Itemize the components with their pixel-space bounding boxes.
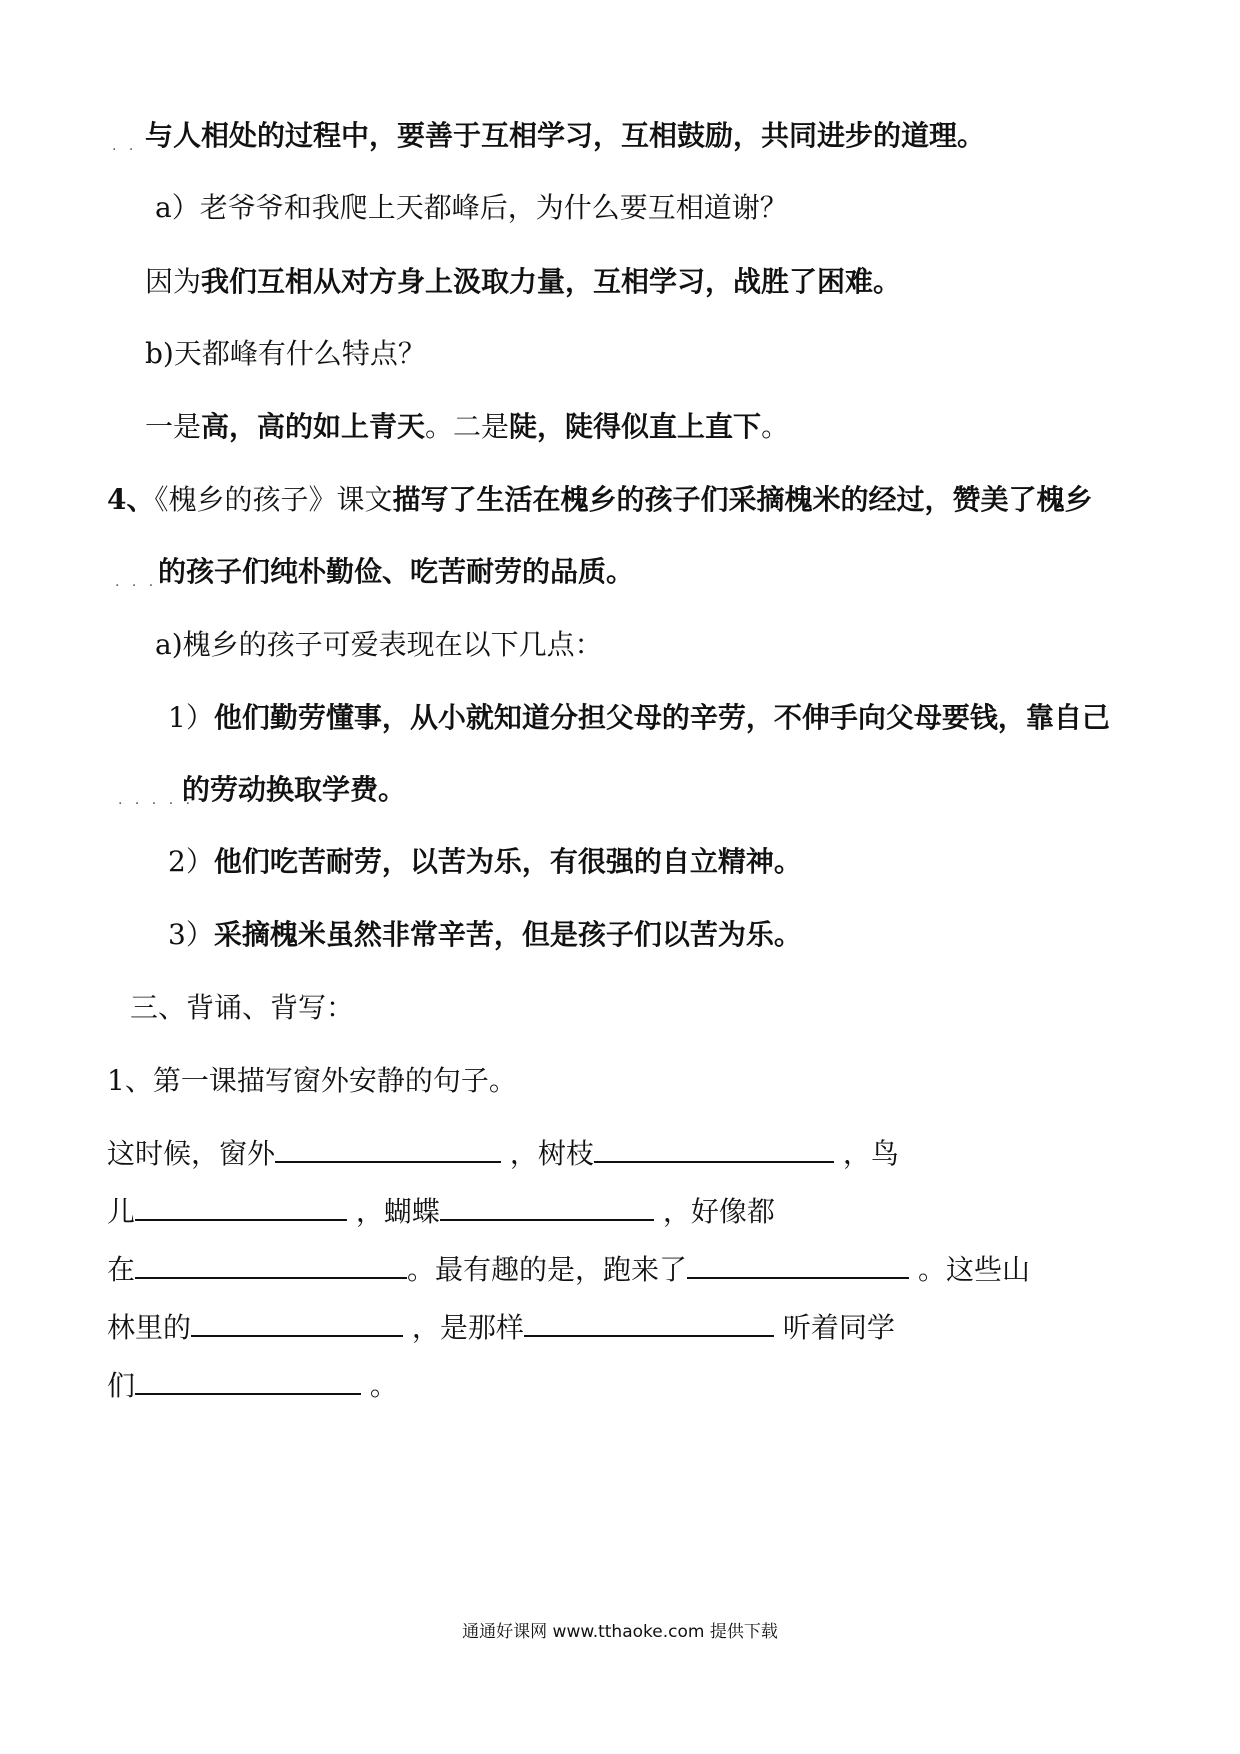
fill-text: ，树枝 — [509, 1137, 594, 1170]
fill-text: 这时候，窗外 — [107, 1137, 276, 1170]
continuation-dots: . . . — [115, 574, 158, 590]
fill-text: 们 — [107, 1369, 136, 1402]
page-footer: 通通好课网 www.tthaoke.com 提供下载 — [462, 1622, 778, 1642]
blank-field[interactable] — [275, 1135, 501, 1163]
fill-line-4 — [107, 1309, 895, 1346]
point-3 — [168, 917, 802, 953]
fill-text: 。 — [369, 1369, 398, 1402]
point-3-number: 3） — [168, 918, 214, 951]
question-3b: b)天都峰有什么特点？ — [145, 337, 426, 370]
blank-field[interactable] — [594, 1135, 834, 1163]
fill-text: 林里的 — [107, 1311, 192, 1344]
point-1-text: 他们勤劳懂事，从小就知道分担父母的辛劳，不伸手向父母要钱，靠自己 — [213, 701, 1110, 734]
fill-line-3 — [107, 1251, 1030, 1288]
point-3-text: 采摘槐米虽然非常辛苦，但是孩子们以苦为乐。 — [213, 918, 802, 951]
answer-3a — [145, 264, 901, 300]
answer-3b-p2: 高，高的如上青天 — [201, 410, 426, 443]
answer-3b-p5: 。 — [761, 410, 790, 443]
item4-summary: 描写了生活在槐乡的孩子们采摘槐米的经过，赞美了槐乡 — [392, 483, 1093, 516]
fill-text: ，好像都 — [662, 1195, 775, 1228]
item4-sub-a: a)槐乡的孩子可爱表现在以下几点： — [155, 628, 603, 661]
item4-line2: 的孩子们纯朴勤俭、吃苦耐劳的品质。 — [158, 555, 635, 588]
point-2-text: 他们吃苦耐劳，以苦为乐，有很强的自立精神。 — [213, 845, 802, 878]
point-1-number: 1） — [168, 701, 214, 734]
answer-3b-p3: 。二是 — [425, 410, 510, 443]
fill-text: ，鸟 — [842, 1137, 899, 1170]
point-1-line1 — [168, 700, 1110, 736]
point-2 — [168, 844, 802, 880]
blank-field[interactable] — [135, 1367, 361, 1395]
fill-text: 在 — [107, 1253, 136, 1286]
fill-text: 。这些山 — [917, 1253, 1030, 1286]
fill-line-1 — [107, 1135, 899, 1172]
answer-3b-p1: 一是 — [145, 410, 202, 443]
answer-3b — [145, 409, 789, 445]
blank-field[interactable] — [687, 1251, 909, 1279]
blank-field[interactable] — [191, 1309, 403, 1337]
question-3a: a）老爷爷和我爬上天都峰后，为什么要互相道谢？ — [155, 191, 788, 224]
blank-field[interactable] — [135, 1251, 407, 1279]
continuation-dots: . . — [112, 138, 138, 154]
fill-text: ，蝴蝶 — [355, 1195, 440, 1228]
fill-text: 。最有趣的是，跑来了 — [407, 1253, 688, 1286]
answer-3a-text: 我们互相从对方身上汲取力量，互相学习，战胜了困难。 — [201, 265, 902, 298]
blank-field[interactable] — [135, 1193, 347, 1221]
section-3-item-1: 1、第一课描写窗外安静的句子。 — [107, 1064, 517, 1097]
point-1-line2: 的劳动换取学费。 — [182, 773, 407, 806]
blank-field[interactable] — [524, 1309, 774, 1337]
answer-3a-prefix: 因为 — [145, 265, 202, 298]
point-2-number: 2） — [168, 845, 214, 878]
continuation-dots: . . . . . — [118, 792, 195, 808]
fill-text: 儿 — [107, 1195, 136, 1228]
item4-number: 4、 — [107, 483, 155, 516]
item4-line1 — [107, 482, 1093, 518]
item3-conclusion: 与人相处的过程中，要善于互相学习，互相鼓励，共同进步的道理。 — [145, 119, 986, 152]
fill-line-2 — [107, 1193, 775, 1230]
item4-title: 《槐乡的孩子》课文 — [154, 483, 393, 516]
section-3-heading: 三、背诵、背写： — [130, 991, 355, 1024]
fill-text: ，是那样 — [411, 1311, 524, 1344]
blank-field[interactable] — [440, 1193, 654, 1221]
answer-3b-p4: 陡，陡得似直上直下 — [509, 410, 762, 443]
fill-line-5 — [107, 1367, 398, 1404]
fill-text: 听着同学 — [782, 1311, 895, 1344]
